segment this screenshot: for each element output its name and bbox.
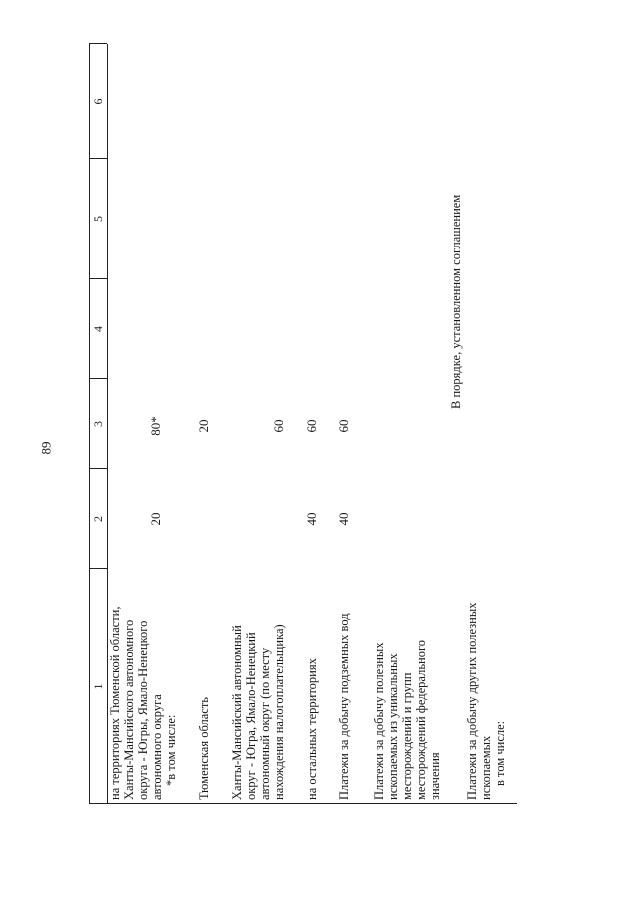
col1-left-line (107, 803, 517, 804)
row-2-label: Тюменская область (197, 697, 211, 800)
row-7-sublabel: в том числе: (493, 720, 507, 786)
row-4-col2: 40 (304, 512, 319, 526)
header-col-4: 4 (91, 326, 105, 332)
row-1-label: на территориях Тюменской области, Ханты-Мансийского автономного округа - Югры, Ямало-Ненецкого автономного округа *в том числе: (108, 575, 178, 800)
header-col-5: 5 (91, 216, 105, 222)
row-3-label: Ханты-Мансийский автономный округ - Югра, Ямало-Ненецкий автономный округ (по месту нахождения налогоплательщика) (230, 624, 286, 800)
row-5-label: Платежи за добычу подземных вод (337, 613, 351, 800)
row-4-label: на остальных территориях (305, 658, 319, 800)
row-2-col3: 20 (196, 419, 211, 433)
row-1-sublabel: *в том числе: (164, 714, 178, 786)
header-col-3: 3 (91, 421, 105, 427)
row-5-col2: 40 (336, 512, 351, 526)
row-5-col3: 60 (336, 419, 351, 433)
row-1-col3: 80* (148, 416, 163, 436)
header-col-6: 6 (91, 98, 105, 105)
agreement-note: В порядке, установленном соглашением (449, 194, 463, 409)
rotated-table (89, 44, 529, 804)
row-7-label: Платежи за добычу других полезных ископаемых в том числе: (465, 575, 507, 800)
header-col-2: 2 (91, 516, 105, 522)
row-6-label: Платежи за добычу полезных ископаемых из уникальных месторождений и групп месторождений федерального значения (372, 639, 442, 800)
page-number: 89 (38, 441, 54, 455)
row-3-col3: 60 (271, 419, 286, 433)
header-col-1: 1 (91, 683, 105, 690)
row-4-col3: 60 (304, 419, 319, 433)
row-1-col2: 20 (148, 512, 163, 526)
